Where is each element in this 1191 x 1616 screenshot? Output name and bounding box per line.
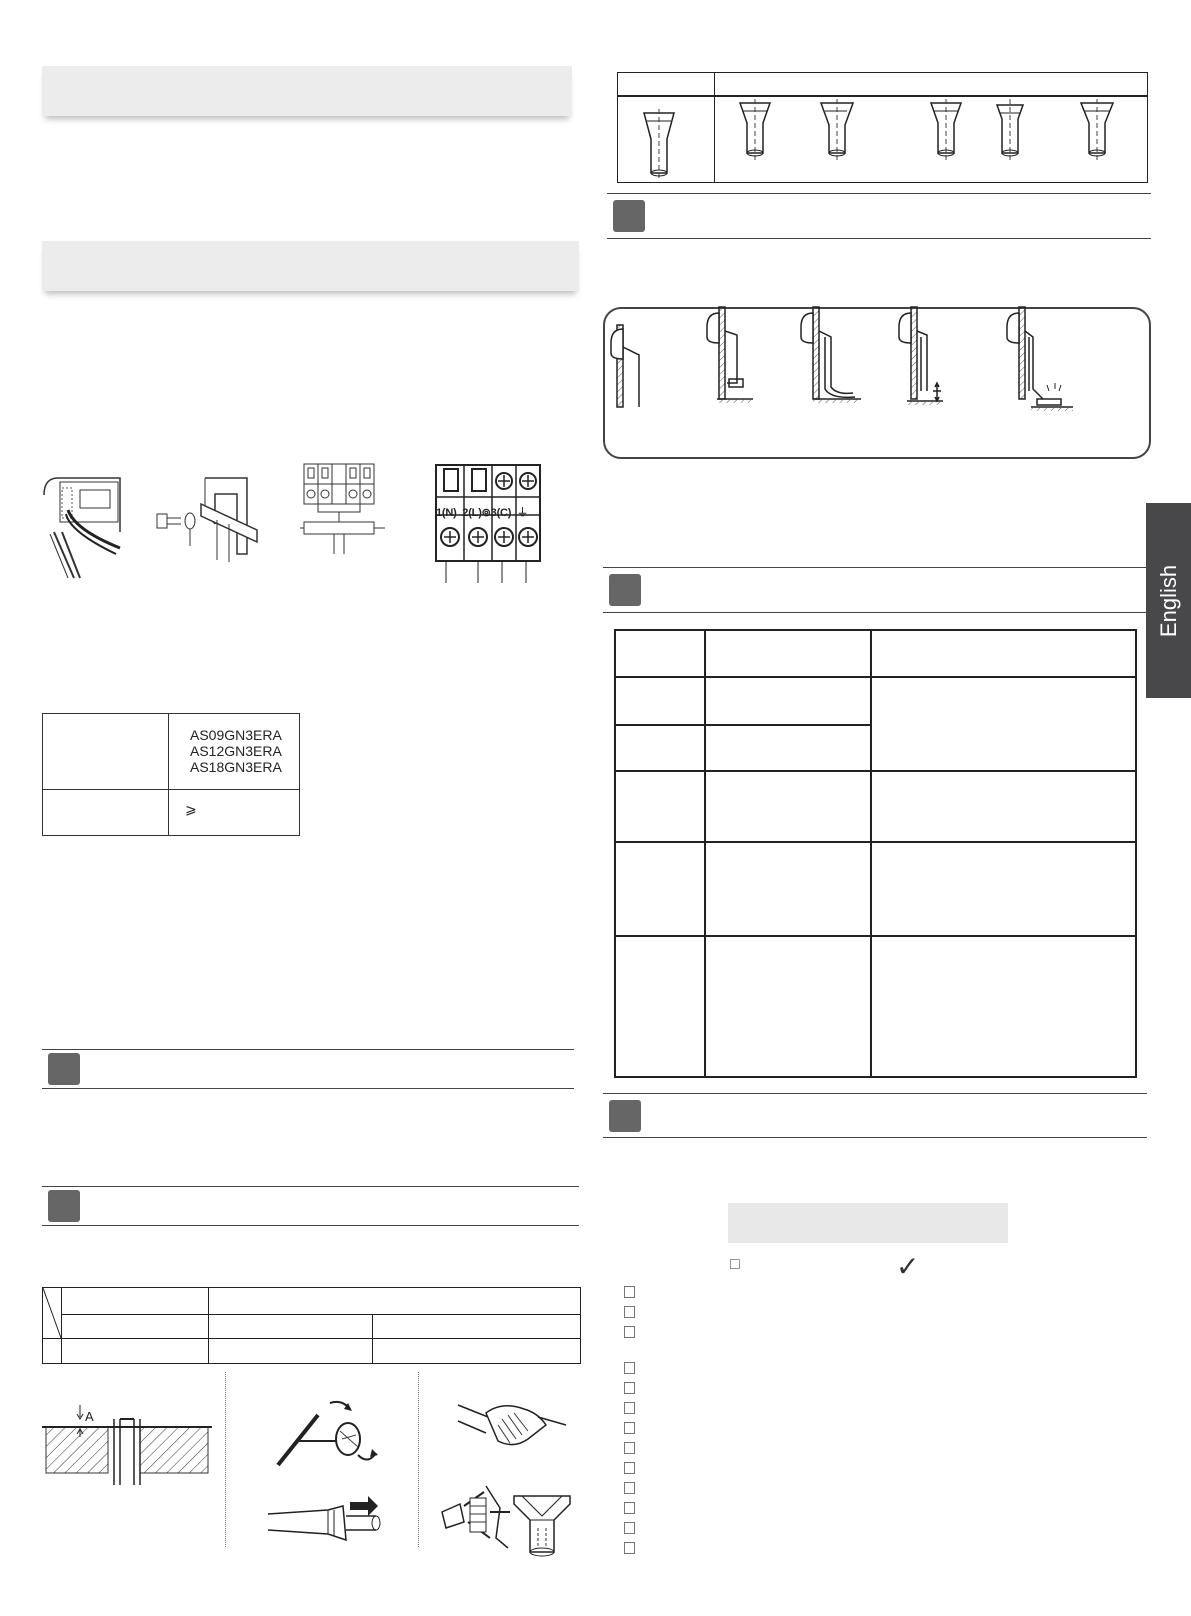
- section-number-badge: [48, 1053, 80, 1085]
- terminal-cable-figure: [300, 462, 385, 562]
- table-col-line: [870, 631, 872, 1076]
- model-table-divider-h: [43, 789, 299, 790]
- section-header-right-2: [603, 567, 1146, 613]
- model-name-2: AS12GN3ERA: [190, 743, 282, 759]
- drain-hose-figures: [603, 307, 1147, 455]
- checklist-header-band: [728, 1203, 1008, 1243]
- flare-nut-figure: [510, 1492, 575, 1557]
- checkmark-icon: ✓: [896, 1251, 920, 1282]
- section-header-left-2: [42, 1186, 579, 1226]
- section-header-right-1: [607, 193, 1151, 239]
- terminal-block-labels: 1(N) 2(L)⊚3(C) ⏚: [436, 507, 528, 519]
- terminal-block-figure: [434, 463, 544, 585]
- checklist-checkbox[interactable]: [624, 1422, 635, 1434]
- checklist-checkbox[interactable]: [624, 1382, 635, 1394]
- checklist-checkbox[interactable]: [624, 1286, 635, 1298]
- pipe-table-line: [61, 1314, 580, 1315]
- table-col-line: [704, 631, 706, 1076]
- heading-banner-2: [42, 241, 579, 291]
- pipe-cutter-figure: [268, 1395, 388, 1475]
- table-row-line: [616, 935, 1135, 937]
- dotted-separator: [225, 1372, 226, 1547]
- deburr-figure: [268, 1500, 388, 1545]
- pipe-size-table: [42, 1287, 581, 1364]
- heading-banner-1: [42, 66, 572, 116]
- section-header-right-3: [603, 1093, 1147, 1138]
- language-tab[interactable]: [1146, 503, 1191, 698]
- checklist-checkbox[interactable]: [624, 1542, 635, 1554]
- pipe-table-line: [61, 1288, 62, 1363]
- table-row-line: [616, 676, 1135, 678]
- checklist-checkbox[interactable]: [624, 1326, 635, 1338]
- model-table: [42, 713, 300, 836]
- model-name-1: AS09GN3ERA: [190, 727, 282, 743]
- section-header-left-1: [42, 1049, 574, 1089]
- checklist-checkbox[interactable]: [624, 1522, 635, 1534]
- table-row-line: [616, 841, 1135, 843]
- model-value-symbol: ⩾: [185, 801, 197, 817]
- indoor-unit-wiring-figure: [40, 470, 130, 585]
- pipe-dimension-label: A: [85, 1409, 94, 1424]
- pipe-table-line: [372, 1314, 373, 1363]
- checklist-checkbox[interactable]: [624, 1482, 635, 1494]
- pipe-table-line: [208, 1288, 209, 1363]
- checklist-checkbox[interactable]: [624, 1502, 635, 1514]
- table-row-line: [616, 770, 1135, 772]
- dotted-separator: [418, 1372, 419, 1547]
- checklist-checkbox[interactable]: [624, 1462, 635, 1474]
- section-number-badge: [48, 1190, 80, 1222]
- section-number-badge: [609, 1100, 641, 1132]
- model-name-3: AS18GN3ERA: [190, 759, 282, 775]
- hand-flaring-figure: [458, 1395, 568, 1475]
- pipe-table-line: [43, 1338, 580, 1339]
- legend-box-icon: □: [730, 1256, 740, 1273]
- pipe-cut-figure: [42, 1405, 212, 1485]
- pipe-table-diagonal: [43, 1288, 61, 1338]
- section-number-badge: [609, 574, 641, 606]
- table-row-line: [616, 724, 872, 726]
- checklist-checkbox[interactable]: [624, 1306, 635, 1318]
- language-tab-label: English: [1155, 564, 1181, 637]
- flare-shapes-figure: [617, 95, 1146, 180]
- checklist-checkbox[interactable]: [624, 1362, 635, 1374]
- checklist-checkbox[interactable]: [624, 1442, 635, 1454]
- model-table-divider-v: [168, 714, 169, 835]
- cable-clamp-figure: [157, 474, 262, 574]
- checklist-checkbox[interactable]: [624, 1402, 635, 1414]
- test-operation-table: [614, 629, 1137, 1078]
- flare-tool-figure: [440, 1482, 515, 1552]
- section-number-badge: [613, 200, 645, 232]
